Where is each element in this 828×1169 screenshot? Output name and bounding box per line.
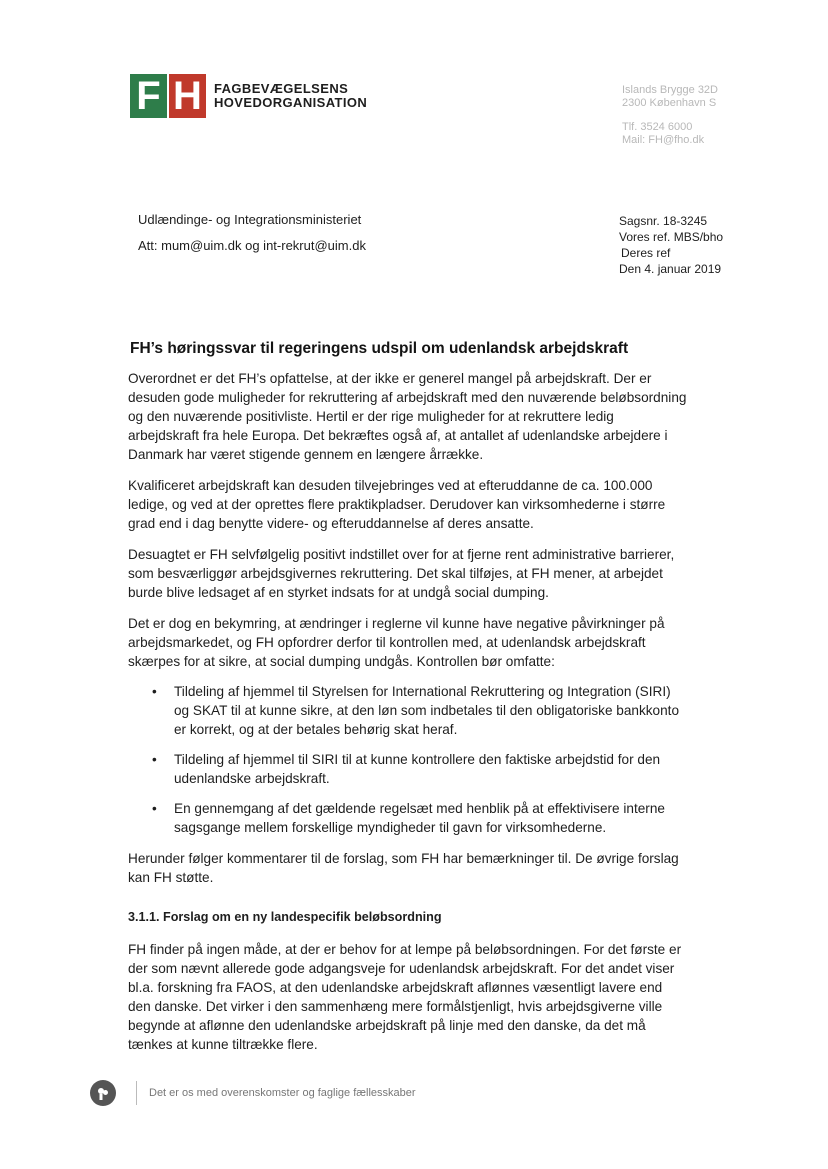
recipient-att: Att: mum@uim.dk og int-rekrut@uim.dk <box>138 238 366 253</box>
address-mail: Mail: FH@fho.dk <box>622 134 705 146</box>
footer <box>90 1080 416 1106</box>
section-heading: 3.1.1. Forslag om en ny landespecifik beløbsordning <box>128 910 442 924</box>
bullet-marker: • <box>152 752 157 767</box>
footer-tagline: Det er os med overenskomster og faglige fællesskaber <box>149 1087 416 1099</box>
list-item-text: En gennemgang af det gældende regelsæt med henblik på at effektivisere interne sagsgange mellem forskellige myndigheder til gavn for virksomhederne. <box>174 801 665 835</box>
reference-block <box>619 213 723 277</box>
bullet-marker: • <box>152 684 157 699</box>
paragraph: Desuagtet er FH selvfølgelig positivt indstillet over for at fjerne rent administrative barrierer, som besværliggør arbejdsgivernes rekruttering. Det skal tilføjes, at FH mener, at arbejdet burde blive ledsaget af en styrket indsats for at undgå social dumping. <box>128 547 675 600</box>
paragraph: Det er dog en bekymring, at ændringer i reglerne vil kunne have negative påvirkninger på arbejdsmarkedet, og FH opfordrer derfor til kontrollen med, at udenlandsk arbejdskraft skærpes for at sikre, at social dumping undgås. Kontrollen bør omfatte: <box>128 616 665 669</box>
logo-letter-h: H <box>169 74 206 118</box>
list-item <box>128 799 688 837</box>
document-title: FH’s høringssvar til regeringens udspil om udenlandsk arbejdskraft <box>130 340 629 357</box>
paragraph: Kvalificeret arbejdskraft kan desuden tilvejebringes ved at efteruddanne de ca. 100.000 ledige, og ved at der oprettes flere praktikpladser. Derudover kan virksomhederne i større grad end i dag benytte videre- og efteruddannelse af deres ansatte. <box>128 478 666 531</box>
fh-logo <box>130 74 367 118</box>
logo-letter-f: F <box>130 74 167 118</box>
org-name-line1: FAGBEVÆGELSENS <box>214 81 349 96</box>
list-item <box>128 682 688 739</box>
recipient-name: Udlændinge- og Integrationsministeriet <box>138 212 362 227</box>
case-number: Sagsnr. 18-3245 <box>619 214 708 228</box>
paragraph: Herunder følger kommentarer til de forslag, som FH har bemærkninger til. De øvrige forslag kan FH støtte. <box>128 851 679 885</box>
address-street: Islands Brygge 32D <box>622 84 718 96</box>
recipient-block <box>138 212 366 253</box>
our-reference: Vores ref. MBS/bho <box>619 230 724 244</box>
paragraph: Overordnet er det FH’s opfattelse, at der ikke er generel mangel på arbejdskraft. Der er desuden gode muligheder for rekruttering af arbejdskraft med den nuværende beløbsordning og den nuværende positivliste. Hertil er der rige muligheder for at rekruttere ledig arbejdskraft fra hele Europa. Det bekræftes også af, at antallet af udenlandske arbejdere i Danmark har været stigende gennem en længere årrække. <box>128 371 687 462</box>
your-reference: Deres ref <box>621 246 671 260</box>
logo-mark <box>130 74 206 118</box>
address-phone: Tlf. 3524 6000 <box>622 121 693 133</box>
org-name <box>214 82 367 110</box>
paragraph: FH finder på ingen måde, at der er behov for at lempe på beløbsordningen. For det første er der som nævnt allerede gode adgangsveje for udenlandsk arbejdskraft. For det andet viser bl.a. forskning fra FAOS, at den udenlandske arbejdskraft aflønnes væsentligt lavere end den danske. Det virker i den sammenhæng mere formålstjenligt, hvis arbejdsgiverne ville begynde at aflønne den udenlandske arbejdskraft på linje med den danske, da det må tænkes at kunne tiltrække flere. <box>128 942 682 1052</box>
list-item-text: Tildeling af hjemmel til Styrelsen for International Rekruttering og Integration (SIRI) og SKAT til at kunne sikre, at den løn som indbetales til den obligatoriske bankkonto er korrekt, og at der betales behørig skat heraf. <box>174 684 680 737</box>
sender-address <box>622 84 718 147</box>
community-icon <box>90 1080 116 1106</box>
org-name-line2: HOVEDORGANISATION <box>214 95 368 110</box>
list-item-text: Tildeling af hjemmel til SIRI til at kunne kontrollere den faktiske arbejdstid for den udenlandske arbejdskraft. <box>174 752 661 786</box>
address-city: 2300 København S <box>622 97 717 109</box>
document-body <box>128 369 688 1066</box>
bullet-marker: • <box>152 801 157 816</box>
letter-date: Den 4. januar 2019 <box>619 262 722 276</box>
list-item <box>128 750 688 788</box>
footer-divider <box>136 1081 137 1105</box>
control-list <box>128 682 688 837</box>
